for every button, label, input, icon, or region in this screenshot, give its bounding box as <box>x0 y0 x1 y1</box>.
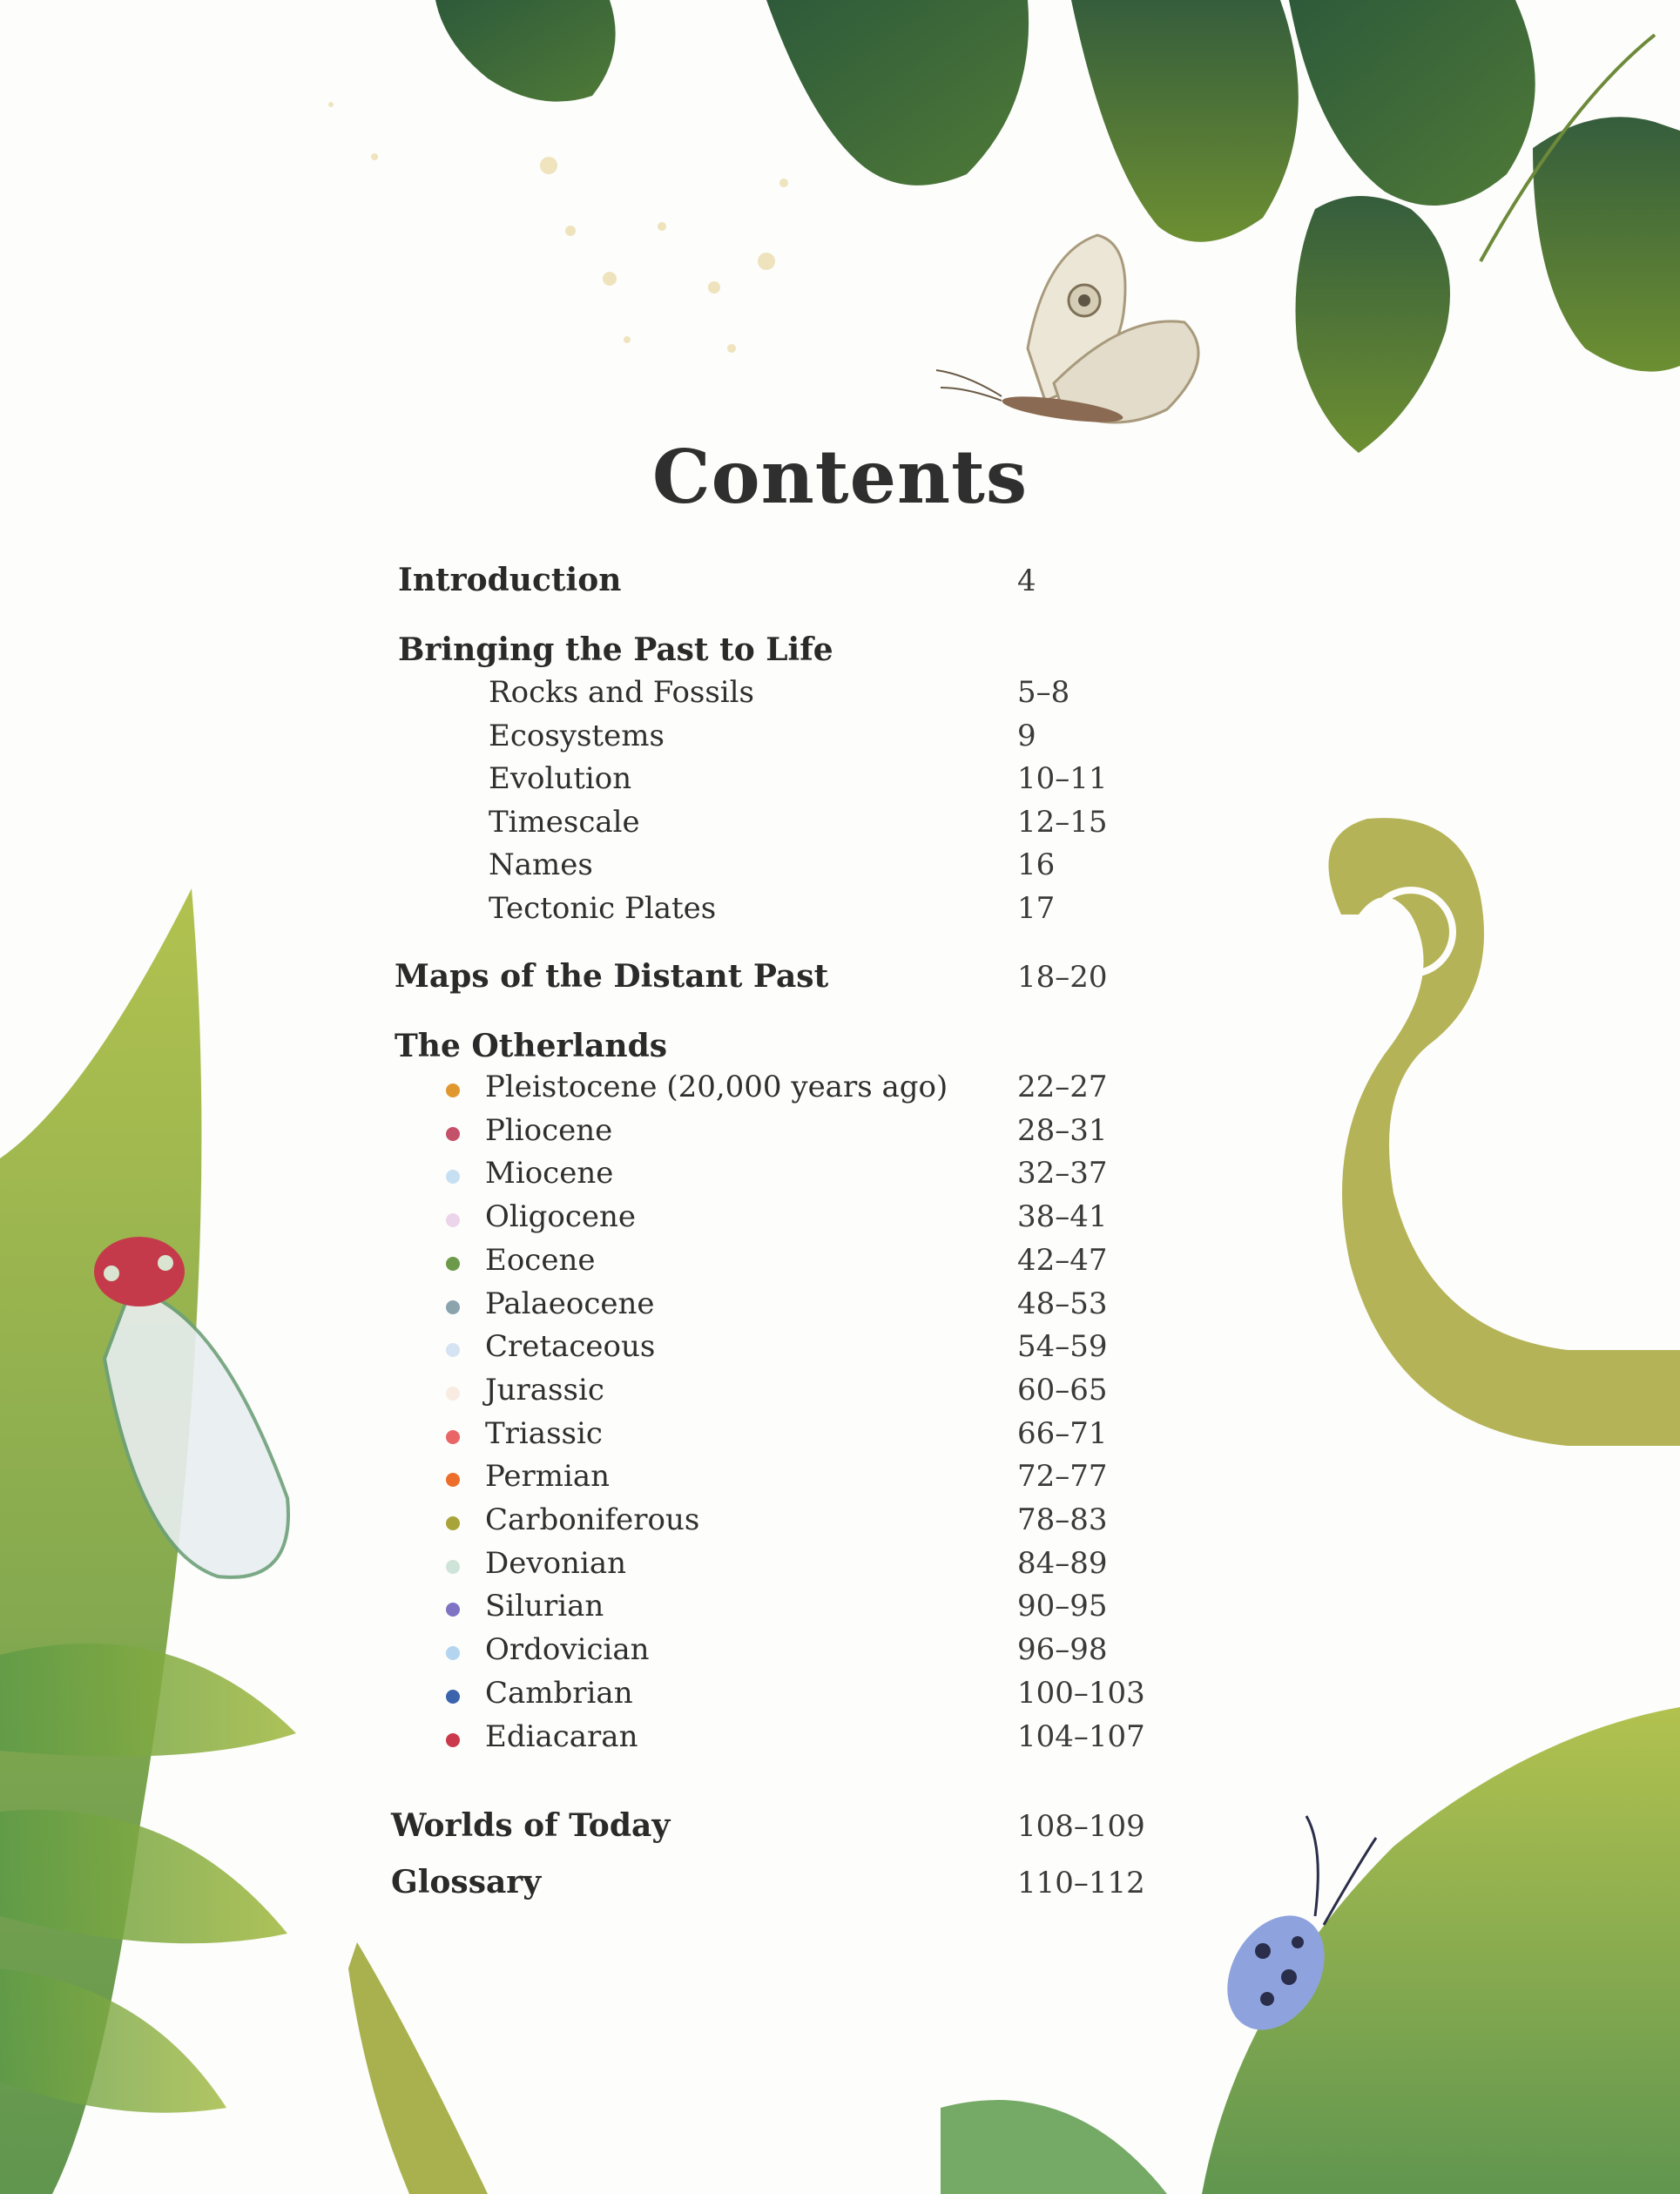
toc-item-page: 16 <box>1017 847 1056 882</box>
toc-heading-bringing[interactable]: Bringing the Past to Life <box>398 631 833 668</box>
toc-item[interactable]: Silurian <box>485 1589 604 1624</box>
toc-item[interactable]: Triassic <box>485 1416 603 1451</box>
toc-item[interactable]: Carboniferous <box>485 1502 700 1537</box>
period-color-dot <box>446 1430 460 1444</box>
toc-item[interactable]: Rocks and Fossils <box>489 675 755 710</box>
period-color-dot <box>446 1170 460 1184</box>
period-color-dot <box>446 1300 460 1314</box>
toc-item-page: 12–15 <box>1017 805 1108 840</box>
toc-item[interactable]: Devonian <box>485 1546 626 1581</box>
toc-item-page: 17 <box>1017 891 1056 926</box>
toc-item-page: 72–77 <box>1017 1459 1108 1494</box>
toc-item[interactable]: Cretaceous <box>485 1329 656 1364</box>
period-color-dot <box>446 1083 460 1097</box>
toc-item[interactable]: Ordovician <box>485 1632 650 1667</box>
toc-page-introduction: 4 <box>1017 564 1036 598</box>
period-color-dot <box>446 1646 460 1660</box>
toc-page-worlds: 108–109 <box>1017 1809 1145 1844</box>
toc-item-page: 100–103 <box>1017 1676 1145 1711</box>
period-color-dot <box>446 1733 460 1747</box>
toc-heading-worlds[interactable]: Worlds of Today <box>391 1807 671 1844</box>
toc-item[interactable]: Evolution <box>489 761 632 796</box>
toc-heading-introduction[interactable]: Introduction <box>398 562 622 598</box>
toc-item-page: 9 <box>1017 719 1036 753</box>
toc-item-page: 66–71 <box>1017 1416 1108 1451</box>
toc-item-page: 60–65 <box>1017 1373 1108 1408</box>
toc-item-page: 90–95 <box>1017 1589 1108 1624</box>
period-color-dot <box>446 1213 460 1227</box>
toc-item-page: 84–89 <box>1017 1546 1108 1581</box>
period-color-dot <box>446 1603 460 1617</box>
toc-item-page: 10–11 <box>1017 761 1108 796</box>
toc-item[interactable]: Timescale <box>489 805 640 840</box>
toc-item-page: 5–8 <box>1017 675 1070 710</box>
period-color-dot <box>446 1257 460 1271</box>
period-color-dot <box>446 1343 460 1357</box>
toc-item[interactable]: Ediacaran <box>485 1719 638 1754</box>
toc-item[interactable]: Oligocene <box>485 1199 637 1234</box>
toc-item-page: 48–53 <box>1017 1286 1108 1321</box>
toc-item-page: 78–83 <box>1017 1502 1108 1537</box>
toc-item-page: 104–107 <box>1017 1719 1145 1754</box>
toc-item[interactable]: Cambrian <box>485 1676 633 1711</box>
toc-item[interactable]: Tectonic Plates <box>489 891 717 926</box>
toc-item-page: 22–27 <box>1017 1070 1108 1104</box>
toc-heading-glossary[interactable]: Glossary <box>391 1864 542 1900</box>
toc-item[interactable]: Jurassic <box>485 1373 604 1408</box>
toc-item-page: 28–31 <box>1017 1113 1108 1148</box>
toc-item[interactable]: Names <box>489 847 593 882</box>
toc-item-page: 42–47 <box>1017 1243 1108 1278</box>
toc-item[interactable]: Ecosystems <box>489 719 665 753</box>
page-title: Contents <box>651 434 1029 520</box>
toc-item[interactable]: Palaeocene <box>485 1286 655 1321</box>
toc-item-page: 96–98 <box>1017 1632 1108 1667</box>
toc-item[interactable]: Pliocene <box>485 1113 613 1148</box>
period-color-dot <box>446 1127 460 1141</box>
toc-heading-maps[interactable]: Maps of the Distant Past <box>395 958 829 995</box>
period-color-dot <box>446 1690 460 1704</box>
toc-item[interactable]: Miocene <box>485 1156 614 1191</box>
period-color-dot <box>446 1473 460 1487</box>
toc-item[interactable]: Eocene <box>485 1243 596 1278</box>
period-color-dot <box>446 1516 460 1530</box>
toc-heading-otherlands[interactable]: The Otherlands <box>395 1028 668 1064</box>
toc-item[interactable]: Pleistocene (20,000 years ago) <box>485 1070 948 1104</box>
toc-item[interactable]: Permian <box>485 1459 611 1494</box>
period-color-dot <box>446 1560 460 1574</box>
toc-page-glossary: 110–112 <box>1017 1866 1145 1900</box>
toc-item-page: 32–37 <box>1017 1156 1108 1191</box>
toc-item-page: 54–59 <box>1017 1329 1108 1364</box>
toc-page-maps: 18–20 <box>1017 960 1108 995</box>
period-color-dot <box>446 1387 460 1401</box>
toc-item-page: 38–41 <box>1017 1199 1108 1234</box>
